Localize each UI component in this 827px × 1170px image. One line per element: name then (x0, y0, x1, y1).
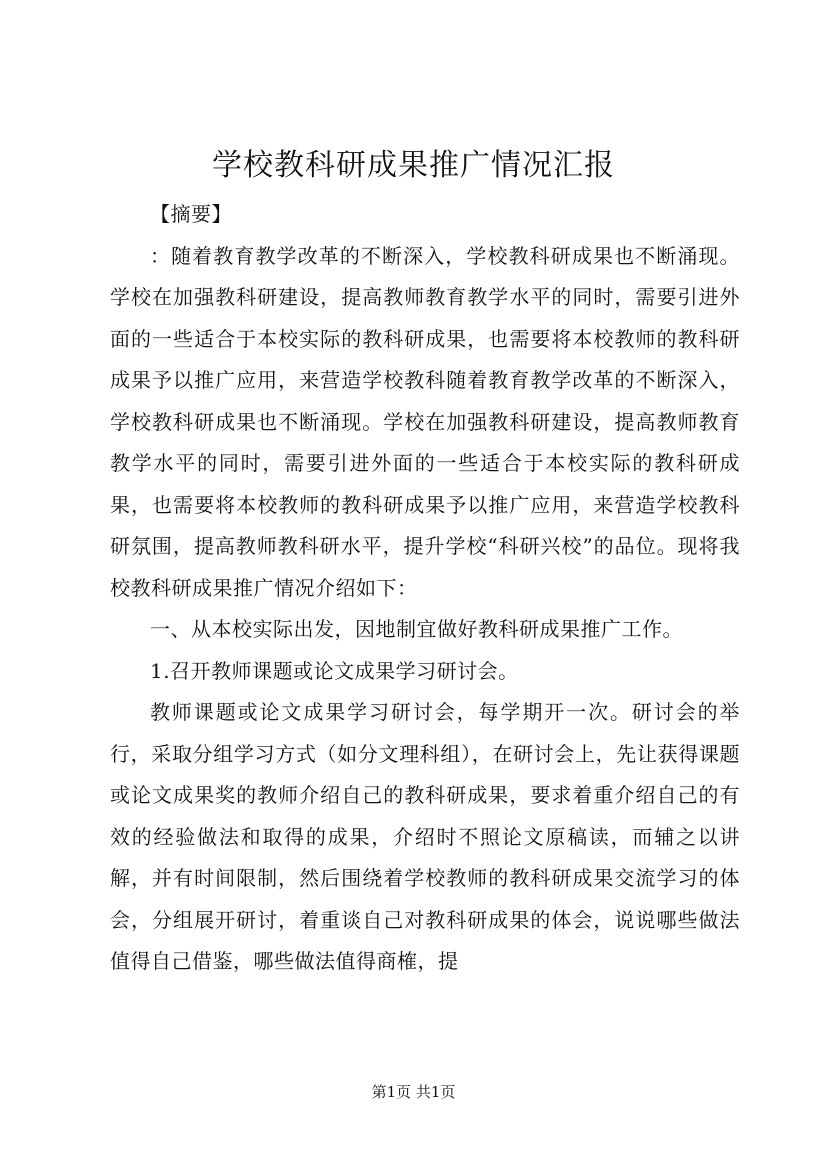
document-body (110, 194, 740, 983)
subsection-heading-1: 1.召开教师课题或论文成果学习研讨会。 (150, 658, 519, 683)
paragraph-abstract: ：随着教育教学改革的不断深入，学校教科研成果也不断涌现。学校在加强教科研建设，提高教师教育教学水平的同时，需要引进外面的一些适合于本校实际的教科研成果，也需要将本校教师的教科研成果予以推广应用，来营造学校教科随着教育教学改革的不断深入，学校教科研成果也不断涌现。学校在加强教科研建设，提高教师教育教学水平的同时，需要引进外面的一些适合于本校实际的教科研成果，也需要将本校教师的教科研成果予以推广应用，来营造学校教科研氛围，提高教师教科研水平，提升学校“科研兴校”的品位。现将我校教科研成果推广情况介绍如下： (110, 243, 740, 600)
paragraph-seminar: 教师课题或论文成果学习研讨会，每学期开一次。研讨会的举行，采取分组学习方式（如分文理科组），在研讨会上，先让获得课题或论文成果奖的教师介绍自己的教科研成果，要求着重介绍自己的有效的经验做法和取得的成果，介绍时不照论文原稿读，而辅之以讲解，并有时间限制，然后围绕着学校教师的教科研成果交流学习的体会，分组展开研讨，着重谈自己对教科研成果的体会，说说哪些做法值得自己借鉴，哪些做法值得商榷，提 (110, 700, 740, 973)
document-title: 学校教科研成果推广情况汇报 (212, 148, 615, 183)
page-footer: 第1页 共1页 (371, 1083, 456, 1101)
abstract-heading: 【摘要】 (150, 202, 232, 226)
section-heading-1: 一、从本校实际出发，因地制宜做好教科研成果推广工作。 (150, 617, 683, 641)
